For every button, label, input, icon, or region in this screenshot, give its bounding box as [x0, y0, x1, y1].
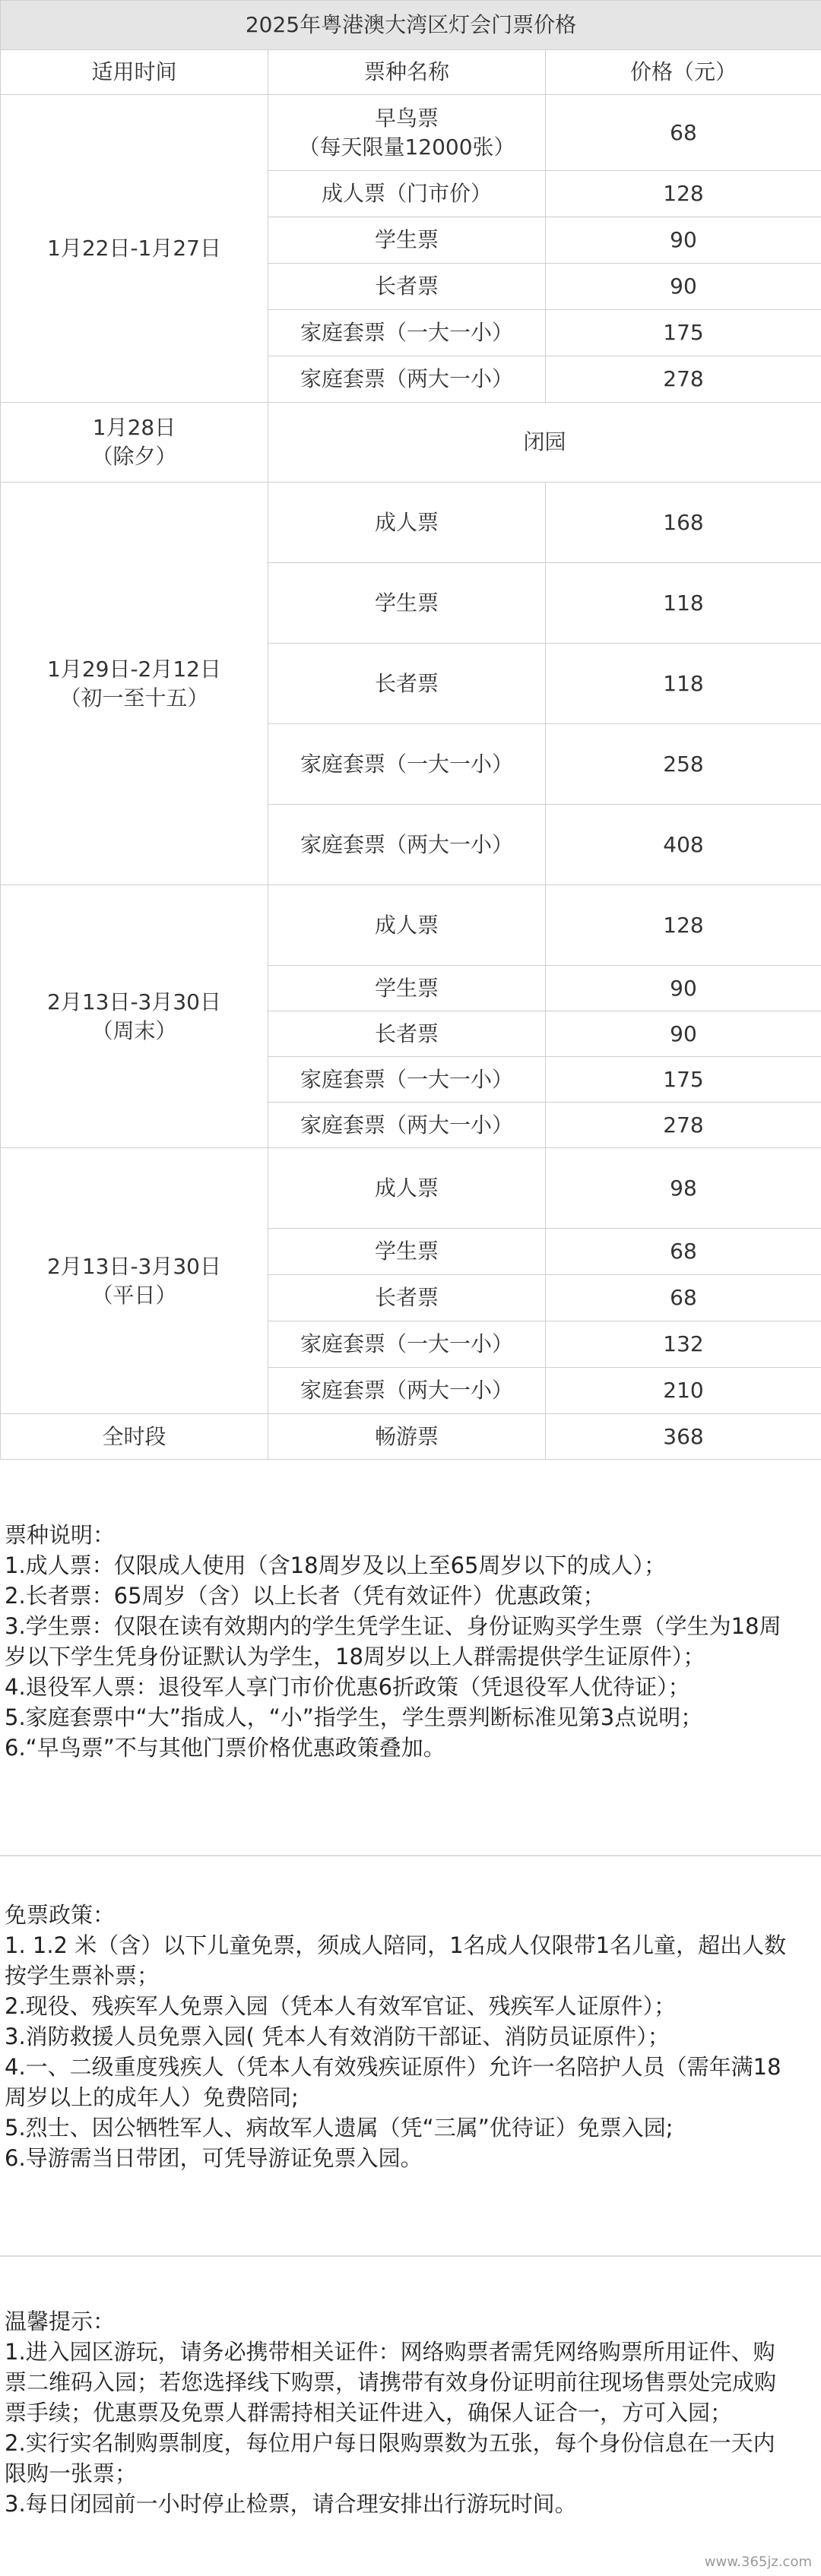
free-policy-line: 4.一、二级重度残疾人（凭本人有效残疾证原件）允许一名陪护人员（需年满18 [5, 2054, 781, 2080]
closed-status: 闭园 [268, 403, 821, 483]
free-policy-line: 1. 1.2 米（含）以下儿童免票，须成人陪同，1名成人仅限带1名儿童，超出人数 [5, 1932, 787, 1958]
ticket-name: 长者票 [268, 264, 546, 310]
table-title: 2025年粤港澳大湾区灯会门票价格 [1, 1, 821, 50]
ticket-price: 90 [546, 966, 821, 1011]
ticket-notes-heading: 票种说明： [5, 1522, 116, 1548]
free-policy-line: 3.消防救援人员免票入园( 凭本人有效消防干部证、消防员证原件）； [5, 2024, 670, 2049]
ticket-name: 家庭套票（两大一小） [268, 1368, 546, 1414]
tips-line: 3.每日闭园前一小时停止检票，请合理安排出行游玩时间。 [5, 2491, 577, 2517]
ticket-price: 368 [546, 1414, 821, 1460]
ticket-name: 家庭套票（一大一小） [268, 1057, 546, 1103]
free-policy-line: 2.现役、残疾军人免票入园（凭本人有效军官证、残疾军人证原件）； [5, 1993, 677, 2019]
ticket-price: 210 [546, 1368, 821, 1414]
free-policy-line: 周岁以上的成年人）免费陪同; [5, 2084, 299, 2110]
header-price: 价格（元） [546, 50, 821, 95]
ticket-note-line: 4.退役军人票：退役军人享门市价优惠6折政策（凭退役军人优待证）； [5, 1674, 690, 1700]
ticket-price: 68 [546, 1229, 821, 1275]
header-time: 适用时间 [1, 50, 268, 95]
ticket-name: 学生票 [268, 1229, 546, 1275]
ticket-price: 278 [546, 356, 821, 403]
section-divider [0, 1855, 821, 1856]
ticket-note-line: 3.学生票：仅限在读有效期内的学生凭学生证、身份证购买学生票（学生为18周 [5, 1613, 781, 1639]
tips-line: 票二维码入园；若您选择线下购票，请携带有效身份证明前往现场售票处完成购 [5, 2369, 777, 2395]
watermark: www.365jz.com [704, 2554, 812, 2570]
tips-line: 1.进入园区游玩，请务必携带相关证件：网络购票者需凭网络购票所用证件、购 [5, 2339, 775, 2365]
ticket-name: 家庭套票（两大一小） [268, 356, 546, 403]
tips-section [0, 2306, 821, 2519]
ticket-note-line: 岁以下学生凭身份证默认为学生，18周岁以上人群需提供学生证原件）； [5, 1644, 705, 1669]
ticket-notes-section [0, 1520, 821, 1763]
ticket-price: 128 [546, 171, 821, 217]
ticket-price: 68 [546, 95, 821, 171]
section-divider [0, 2255, 821, 2257]
ticket-name: 学生票 [268, 217, 546, 264]
free-policy-heading: 免票政策： [5, 1902, 116, 1928]
ticket-name: 家庭套票（两大一小） [268, 1103, 546, 1148]
tips-line: 限购一张票； [5, 2460, 138, 2486]
ticket-name: 长者票 [268, 1011, 546, 1057]
ticket-price: 118 [546, 563, 821, 644]
tips-heading: 温馨提示： [5, 2309, 116, 2334]
free-policy-line: 6.导游需当日带团，可凭导游证免票入园。 [5, 2145, 423, 2171]
ticket-price: 132 [546, 1321, 821, 1368]
ticket-price: 168 [546, 483, 821, 563]
ticket-name: 学生票 [268, 966, 546, 1011]
ticket-note-line: 2.长者票：65周岁（含）以上长者（凭有效证件）优惠政策； [5, 1583, 605, 1609]
tips-line: 票手续；优惠票及免票人群需持相关证件进入，确保人证合一，方可入园； [5, 2400, 733, 2426]
ticket-name: 成人票 [268, 885, 546, 966]
ticket-name: 畅游票 [268, 1414, 546, 1460]
ticket-name: 学生票 [268, 563, 546, 644]
free-policy-line: 5.烈士、因公牺牲军人、病故军人遗属（凭“三属”优待证）免票入园; [5, 2115, 674, 2141]
ticket-name: 成人票 [268, 483, 546, 563]
ticket-price: 258 [546, 724, 821, 805]
ticket-price: 90 [546, 1011, 821, 1057]
period-cell: 1月28日 （除夕） [1, 403, 268, 483]
ticket-name: 家庭套票（一大一小） [268, 310, 546, 356]
header-ticket-type: 票种名称 [268, 50, 546, 95]
ticket-name: 长者票 [268, 1275, 546, 1321]
ticket-price: 90 [546, 217, 821, 264]
period-cell: 2月13日-3月30日 （平日） [1, 1148, 268, 1414]
ticket-price: 98 [546, 1148, 821, 1229]
period-cell: 1月22日-1月27日 [1, 95, 268, 403]
ticket-name: 成人票 [268, 1148, 546, 1229]
ticket-name: 家庭套票（一大一小） [268, 724, 546, 805]
ticket-price: 68 [546, 1275, 821, 1321]
period-cell: 1月29日-2月12日 （初一至十五） [1, 483, 268, 885]
ticket-price: 118 [546, 644, 821, 724]
ticket-name: 早鸟票 （每天限量12000张） [268, 95, 546, 171]
ticket-note-line: 5.家庭套票中“大”指成人，“小”指学生，学生票判断标准见第3点说明； [5, 1704, 703, 1730]
ticket-price: 278 [546, 1103, 821, 1148]
ticket-note-line: 6.“早鸟票”不与其他门票价格优惠政策叠加。 [5, 1735, 445, 1761]
ticket-note-line: 1.成人票：仅限成人使用（含18周岁及以上至65周岁以下的成人）； [5, 1552, 666, 1578]
period-cell: 2月13日-3月30日 （周末） [1, 885, 268, 1148]
period-cell: 全时段 [1, 1414, 268, 1460]
ticket-name: 长者票 [268, 644, 546, 724]
ticket-name: 家庭套票（一大一小） [268, 1321, 546, 1368]
ticket-price: 90 [546, 264, 821, 310]
ticket-price: 408 [546, 805, 821, 885]
free-policy-line: 按学生票补票； [5, 1963, 160, 1989]
ticket-price: 175 [546, 1057, 821, 1103]
free-policy-section [0, 1900, 821, 2173]
ticket-price: 175 [546, 310, 821, 356]
ticket-price: 128 [546, 885, 821, 966]
tips-line: 2.实行实名制购票制度，每位用户每日限购票数为五张，每个身份信息在一天内 [5, 2430, 775, 2456]
ticket-name: 成人票（门市价） [268, 171, 546, 217]
ticket-name: 家庭套票（两大一小） [268, 805, 546, 885]
